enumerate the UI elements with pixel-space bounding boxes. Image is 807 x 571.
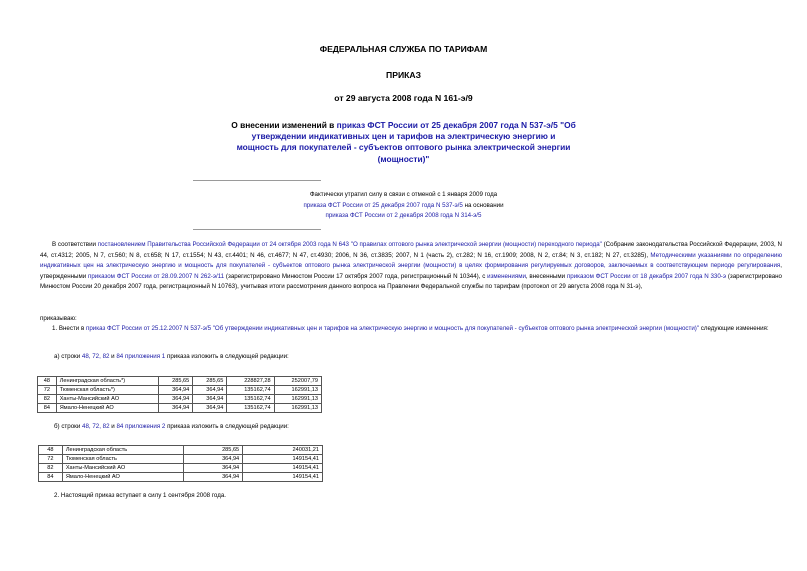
subitem-a-text: а) строки [54,353,82,360]
table-cell: Ямало-Ненецкий АО [56,404,158,413]
subitem-b-text: приказа изложить в следующей редакции: [165,423,289,430]
table-cell: 84 [38,404,57,413]
table-cell: 162991,13 [274,404,321,413]
link-order-330[interactable]: приказом ФСТ России от 18 декабря 2007 года N 330-э [566,272,727,280]
table-cell: 48 [38,377,57,386]
link-row-84[interactable]: 84 [116,353,124,360]
table-cell: 162991,13 [274,395,321,404]
organization-heading: ФЕДЕРАЛЬНАЯ СЛУЖБА ПО ТАРИФАМ [319,44,488,54]
table-cell: 135162,74 [227,395,274,404]
table-cell: 48 [39,446,63,455]
table-row [38,377,322,386]
link-order-262[interactable]: приказом ФСТ России от 28.09.2007 N 262-э/11 [88,272,225,280]
appendix-1-table [37,376,322,413]
table-cell: 149154,41 [243,455,323,464]
link-government-decree-643[interactable]: постановлением Правительства Российской Федерации от 24 октября 2003 года N 643 "О правилах оптового рынка электрической энергии (мощности) переходного периода" [97,241,602,248]
subitem-a-text: приказа изложить в следующей редакции: [165,353,289,360]
table-row [38,386,322,395]
link-methodical-guidelines[interactable]: Методическими указаниями по определению индикативных цен на электрическую энергию и мощность для покупателей - субъектов оптового рынка электрической энергии (мощности) в целях формирования регулируемых договоров, заключаемых в соответствующем периоде регулирования [40,251,782,270]
status-note-link-order-314[interactable]: приказа ФСТ России от 2 декабря 2008 года N 314-э/5 [325,212,482,220]
table-cell: 364,94 [159,395,193,404]
table-row [38,404,322,413]
status-note-link-order-537[interactable]: приказа ФСТ России от 25 декабря 2007 года N 537-э/5 [303,201,463,209]
table-cell: 364,94 [159,404,193,413]
table-cell: Ленинградская область [62,446,183,455]
table-cell: 364,94 [184,455,243,464]
document-title [230,120,577,165]
table-cell: Ямало-Ненецкий АО [62,473,183,482]
table-cell: 149154,41 [243,464,323,473]
status-note-line: Фактически утратил силу в связи с отменой с 1 января 2009 года [309,191,498,198]
status-note [230,190,577,222]
preamble-text: В соответствии [52,241,98,248]
link-order-537[interactable]: приказ ФСТ России от 25.12.2007 N 537-э/5 "Об утверждении индикативных цен и тарифов на электрическую энергию и мощность для покупателей - субъектов оптового рынка электрической энергии (мощности)" [85,325,700,332]
table-row [39,446,323,455]
link-amendments[interactable]: изменениями [487,272,526,280]
link-appendix-2[interactable]: приложения 2 [125,423,166,430]
document-date-heading: от 29 августа 2008 года N 161-э/9 [334,93,473,103]
table-cell: 82 [39,464,63,473]
table-cell: 364,94 [184,464,243,473]
preamble-text: (зарегистрировано Минюстом России 17 октября 2007 года, регистрационный N 10344), с [224,272,488,280]
subitem-a-text: и [109,353,117,360]
table-cell: 84 [39,473,63,482]
table-cell: 364,94 [184,473,243,482]
table-cell: Ханты-Мансийский АО [62,464,183,473]
preamble-paragraph [40,240,782,293]
subitem-b-text: б) строки [54,423,83,430]
top-divider [193,180,321,181]
link-appendix-1[interactable]: приложения 1 [124,353,166,360]
table-cell: 72 [39,455,63,464]
table-cell: 149154,41 [243,473,323,482]
table-cell: 228827,28 [227,377,274,386]
table-cell: 285,65 [184,446,243,455]
table-cell: 364,94 [159,386,193,395]
table-cell: 72 [38,386,57,395]
table-row [38,395,322,404]
table-cell: 240031,21 [243,446,323,455]
title-order-link[interactable]: приказ ФСТ России от 25 декабря 2007 года N 537-э/5 "Об утверждении индикативных цен и тарифов на электрическую энергию и мощность для покупателей - субъектов оптового рынка электрической энергии (мощности)" [236,120,576,164]
table-cell: 252007,79 [274,377,321,386]
preamble-text: , внесенными [525,272,567,280]
item-2-paragraph: 2. Настоящий приказ вступает в силу 1 сентября 2008 года. [54,492,227,499]
link-rows-48-72-82[interactable]: 48, 72, 82 [81,353,110,360]
table-cell: Тюменская область*) [56,386,158,395]
item-1-text: следующие изменения: [699,325,769,332]
table-cell: 364,94 [193,404,227,413]
item-1-text: 1. Внести в [52,325,86,332]
subitem-b [54,422,454,433]
status-note-mid: на основании [462,201,504,209]
table-cell: 285,65 [159,377,193,386]
title-prefix: О внесении изменений в [231,120,337,130]
bottom-divider [193,229,321,230]
table-cell: 82 [38,395,57,404]
preamble-text: (зарегистрировано Минюстом России 20 декабря 2007 года, регистрационный N 10763), учитывая итоги рассмотрения данного вопроса на Правлении Федеральной службы по тарифам (протокол от 29 августа 2008 года N 31-э), [40,272,782,291]
table-cell: Ханты-Мансийский АО [56,395,158,404]
link-rows-48-72-82[interactable]: 48, 72, 82 [82,423,110,430]
table-row [39,473,323,482]
document-type-heading: ПРИКАЗ [386,70,421,80]
appendix-2-table [38,445,323,482]
table-cell: 364,94 [193,395,227,404]
table-cell: 162991,13 [274,386,321,395]
preamble-text: , утвержденными [40,262,782,280]
table-cell: 364,94 [193,386,227,395]
table-cell: Тюменская область [62,455,183,464]
link-row-84[interactable]: 84 [116,423,124,430]
table-cell: 135162,74 [227,386,274,395]
table-row [39,464,323,473]
table-cell: 135162,74 [227,404,274,413]
table-cell: 285,65 [193,377,227,386]
item-1-paragraph [40,324,782,335]
ordering-clause: приказываю: [40,315,77,322]
table-cell: Ленинградская область*) [56,377,158,386]
table-row [39,455,323,464]
subitem-b-text: и [109,423,117,430]
preamble-text: (Собрание законодательства Российской Федерации, 2003, N 44, ст.4312; 2005, N 7, ст.560; N 8, ст.658; N 17, ст.1554; N 43, ст.4401; N 46, ст.4677; N 47, ст.4930; 2006, N 36, ст.3835; 2007, N 1 (часть 2), ст.282; N 16, ст.1909; 2008, N 2, ст.84; N 3, ст.182; N 27, ст.3285), [40,241,782,259]
subitem-a [54,352,454,363]
